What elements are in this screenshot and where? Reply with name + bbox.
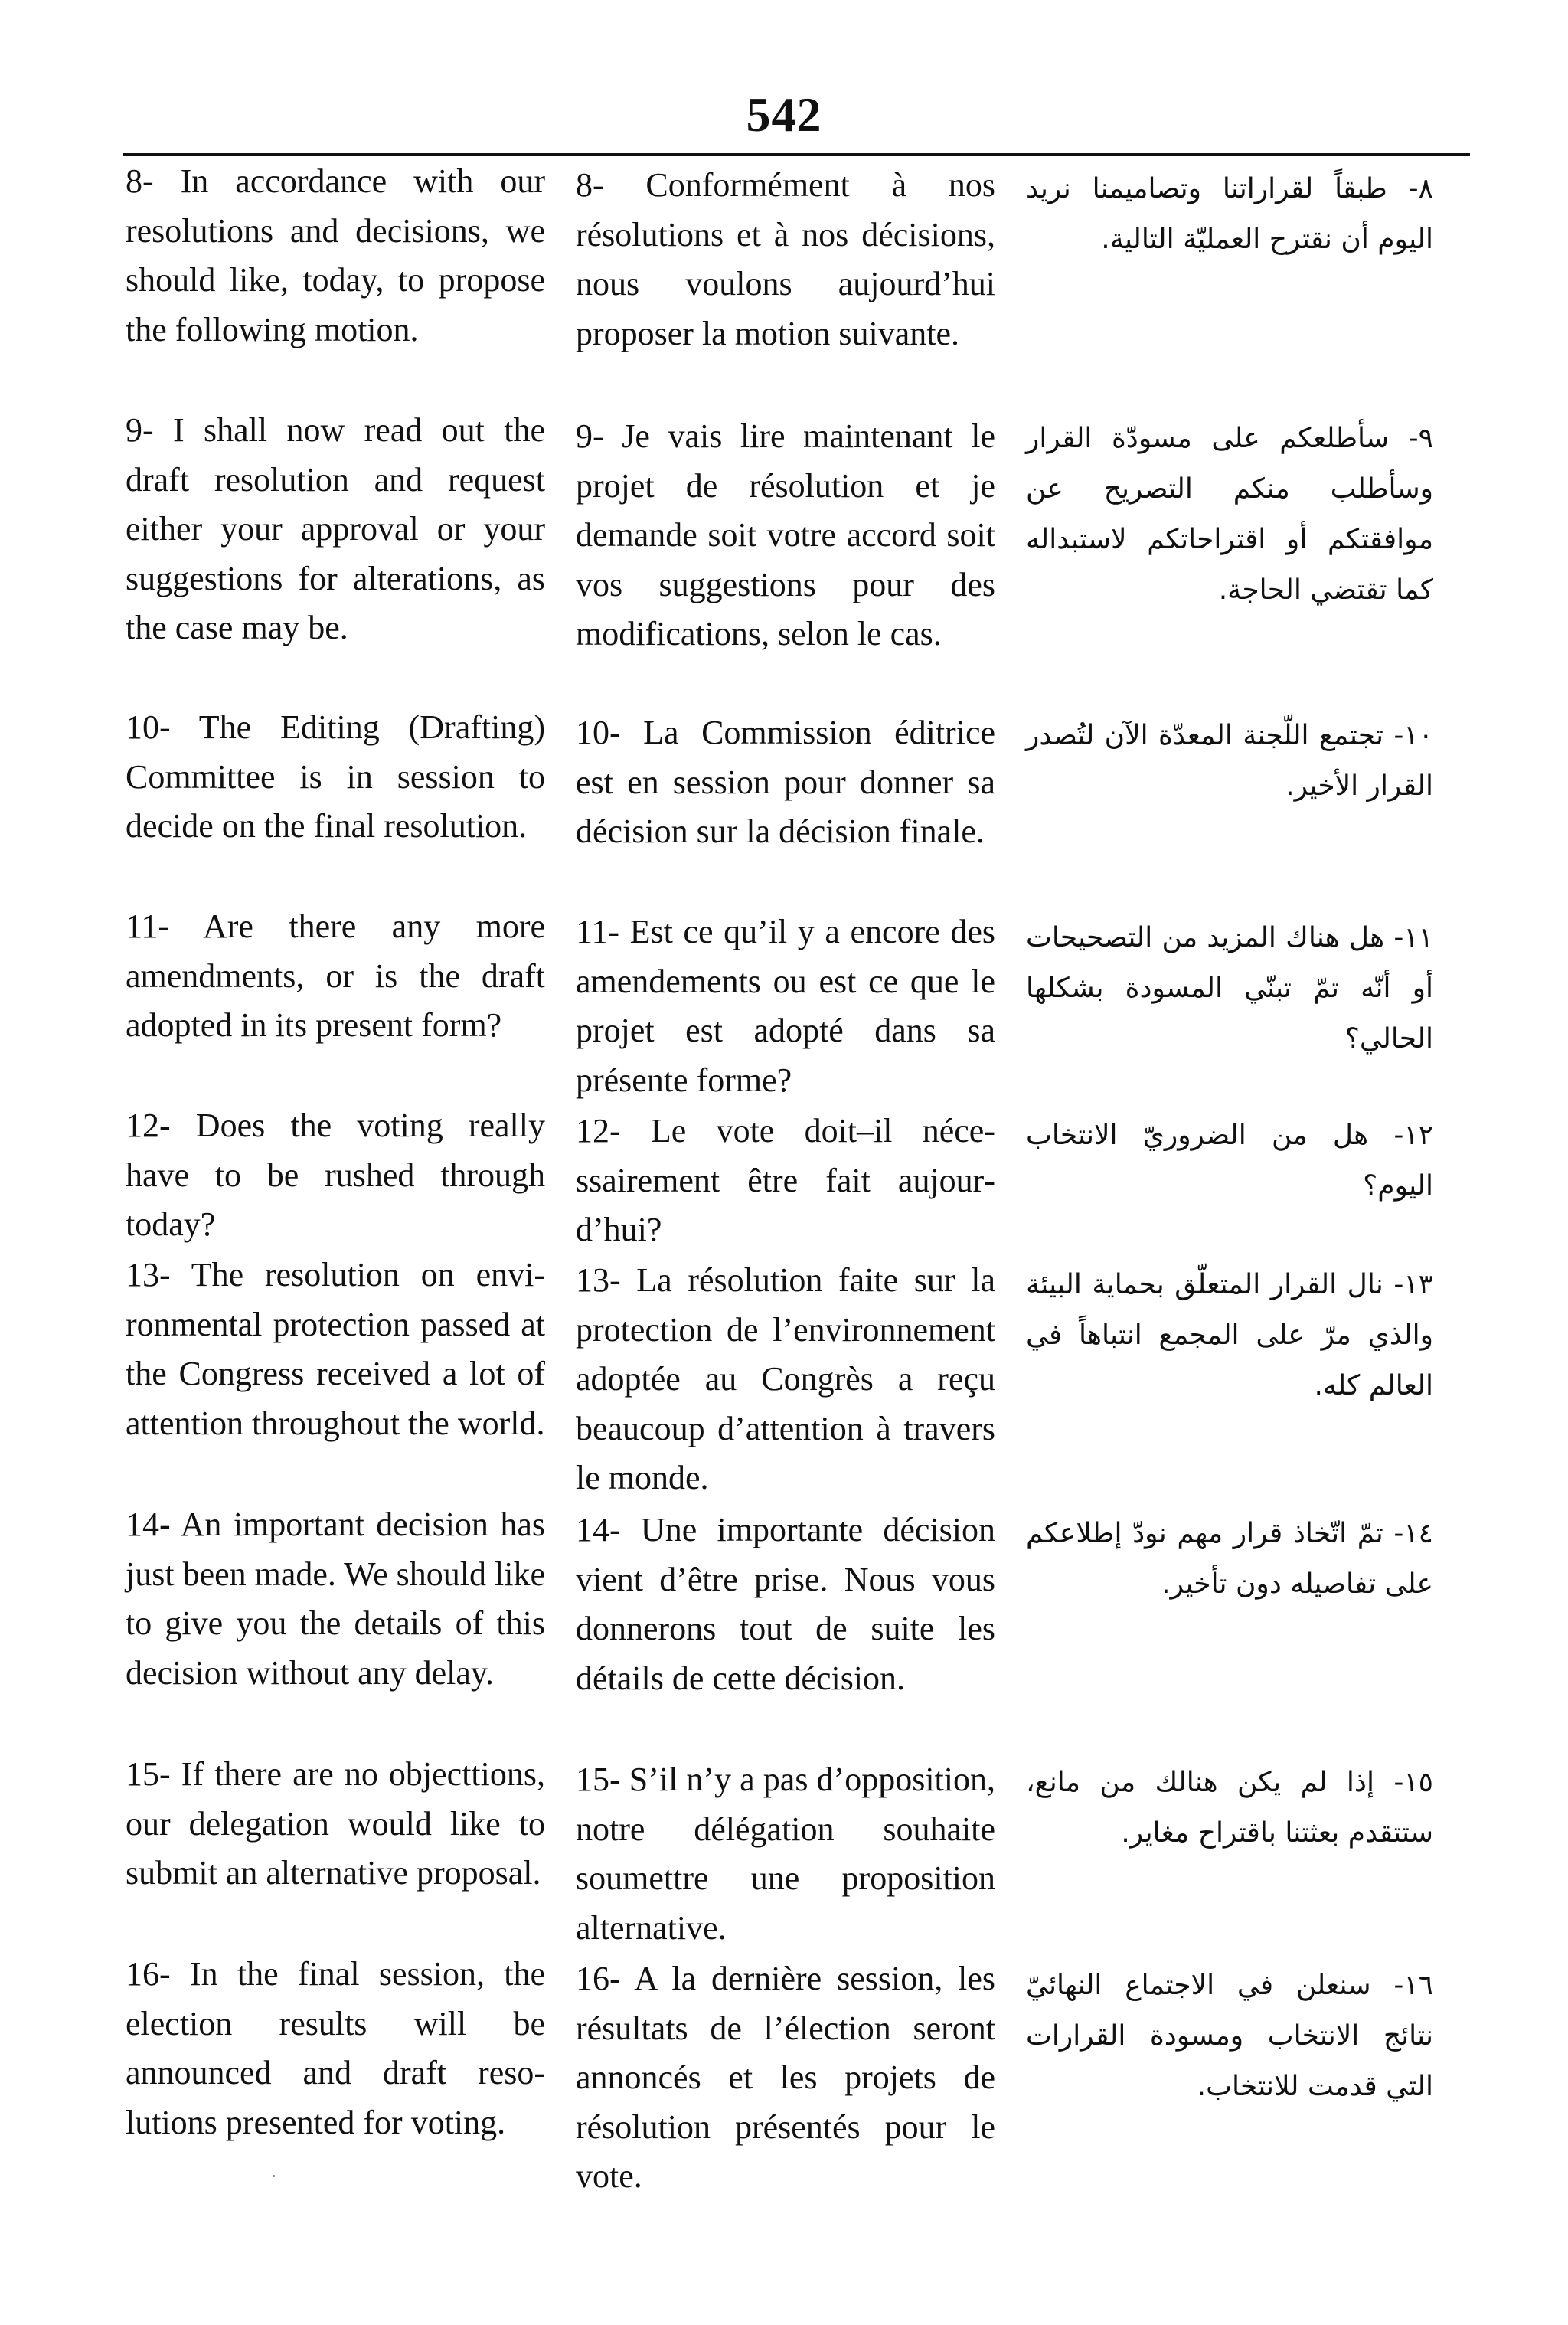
english-entry-8: 8- In accordance with our resolutions and decisions, we should like, today, to propose the following motion.	[126, 162, 545, 348]
english-entry-9: 9- I shall now read out the draft resolution and request either your approval or your suggestions for alterations, as the case may be.	[126, 411, 545, 646]
french-entry-15: 15- S’il n’y a pas d’opposition, notre délégation souhaite soumettre une proposition alternative.	[576, 1761, 995, 1947]
french-entry-11: 11- Est ce qu’il y a encore des amendements ou est ce que le projet est adopté dans sa présente forme?	[576, 913, 995, 1099]
arabic-entry-10: ١٠- تجتمع اللّجنة المعدّة الآن لتُصدر القرار الأخير.	[1026, 720, 1433, 802]
arabic-entry-15: ١٥- إذا لم يكن هنالك من مانع، ستتقدم بعثتنا باقتراح مغاير.	[1026, 1767, 1433, 1849]
arabic-entry-14: ١٤- تمّ اتّخاذ قرار مهم نودّ إطلاعكم على تفاصيله دون تأخير.	[1026, 1518, 1433, 1600]
french-entry-12: 12- Le vote doit–il nécessairement être fait aujourd’hui?	[576, 1112, 995, 1248]
arabic-entry-12: ١٢- هل من الضروريّ الانتخاب اليوم؟	[1026, 1120, 1433, 1202]
english-entry-12: 12- Does the voting really have to be rushed through today?	[126, 1107, 545, 1243]
header-rule	[122, 153, 1470, 156]
english-entry-10: 10- The Editing (Drafting) Committee is in session to decide on the final resolution.	[126, 708, 545, 845]
arabic-entry-11: ١١- هل هناك المزيد من التصحيحات أو أنّه تمّ تبنّي المسودة بشكلها الحالي؟	[1026, 922, 1433, 1055]
scan-speck	[273, 2175, 275, 2177]
arabic-entry-8: ٨- طبقاً لقراراتنا وتصاميمنا نريد اليوم أن نقترح العمليّة التالية.	[1026, 173, 1433, 255]
french-entry-9: 9- Je vais lire maintenant le projet de résolution et je demande soit votre accord soit vos suggestions pour des modifications, selon le cas.	[576, 417, 995, 652]
page-number: 542	[746, 87, 822, 142]
french-entry-14: 14- Une importante décision vient d’être prise. Nous vous donnerons tout de suite les détails de cette décision.	[576, 1511, 995, 1697]
english-entry-13: 13- The resolution on environmental protection passed at the Congress received a lot of attention throughout the world.	[126, 1256, 545, 1442]
arabic-entry-16: ١٦- سنعلن في الاجتماع النهائيّ نتائج الانتخاب ومسودة القرارات التي قدمت للانتخاب.	[1026, 1970, 1433, 2102]
french-entry-8: 8- Conformément à nos résolutions et à nos décisions, nous voulons aujourd’hui proposer la motion suivante.	[576, 166, 995, 352]
arabic-entry-13: ١٣- نال القرار المتعلّق بحماية البيئة والذي مرّ على المجمع انتباهاً في العالم كله.	[1026, 1269, 1433, 1401]
french-entry-13: 13- La résolution faite sur la protection de l’environnement adoptée au Congrès a reçu beaucoup d’attention à travers le monde.	[576, 1261, 995, 1496]
english-entry-14: 14- An important decision has just been made. We should like to give you the details of this decision without any delay.	[126, 1506, 545, 1692]
english-entry-15: 15- If there are no objecttions, our delegation would like to submit an alternative proposal.	[126, 1755, 545, 1892]
arabic-entry-9: ٩- سأطلعكم على مسودّة القرار وسأطلب منكم التصريح عن موافقتكم أو اقتراحاتكم لاستبداله كما تقتضي الحاجة.	[1026, 423, 1433, 606]
english-entry-16: 16- In the final session, the election results will be announced and draft resolutions presented for voting.	[126, 1955, 545, 2141]
french-entry-16: 16- A la dernière session, les résultats de l’élection seront annoncés et les projets de résolution présentés pour le vote.	[576, 1960, 995, 2195]
english-entry-11: 11- Are there any more amendments, or is the draft adopted in its present form?	[126, 907, 545, 1044]
french-entry-10: 10- La Commission éditrice est en session pour donner sa décision sur la décision finale.	[576, 714, 995, 850]
